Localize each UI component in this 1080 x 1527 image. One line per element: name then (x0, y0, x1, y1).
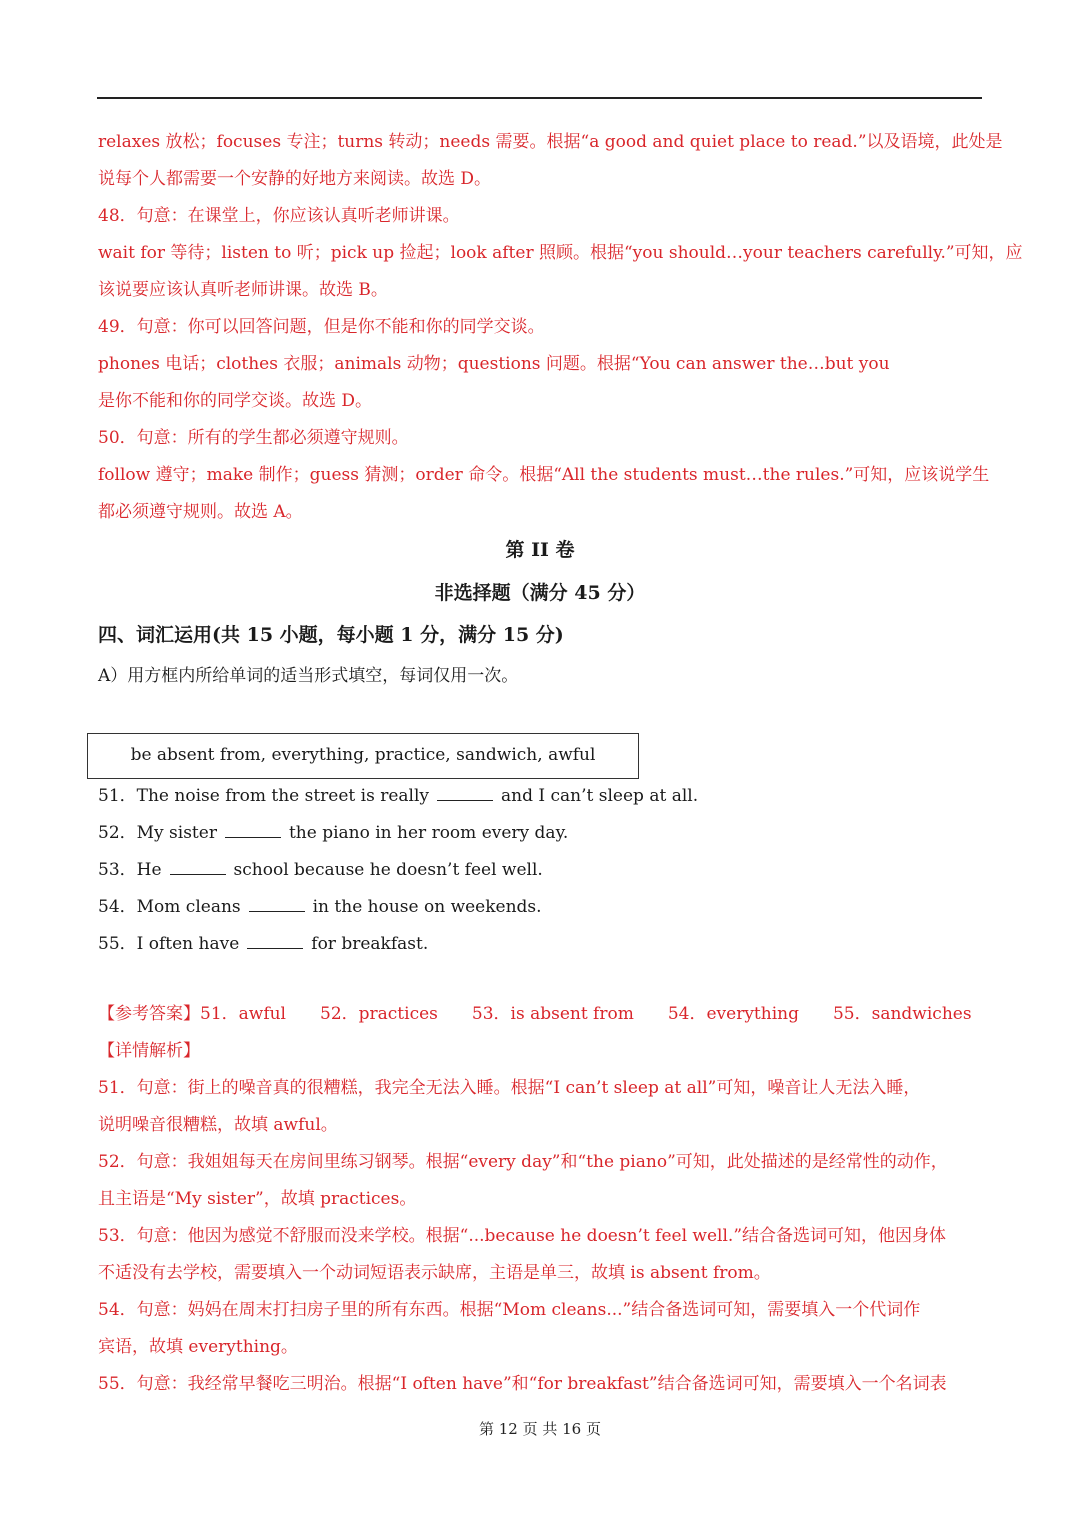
answer-item: 55．sandwiches (832, 1004, 972, 1024)
explanation-line: relaxes 放松；focuses 专注；turns 转动；needs 需要。根据“a good and quiet place to read.”以及语境，此处是 (98, 132, 1003, 152)
analysis-line: 不适没有去学校，需要填入一个动词短语表示缺席，主语是单三，故填 is absent from。 (98, 1263, 771, 1283)
explanation-line: 都必须遵守规则。故选 A。 (98, 502, 303, 522)
analysis-line: 且主语是“My sister”，故填 practices。 (98, 1189, 417, 1209)
explanation-line: 49．句意：你可以回答问题，但是你不能和你的同学交谈。 (98, 317, 545, 337)
part-subtitle: 非选择题（满分 45 分） (434, 582, 646, 604)
header-rule (97, 97, 982, 99)
question-text: the piano in her room every day. (288, 823, 569, 843)
explanation-line: phones 电话；clothes 衣服；animals 动物；questions 问题。根据“You can answer the…but you (98, 354, 890, 374)
answer-item: 52．practices (320, 1004, 438, 1024)
answer-item: 53．is absent from (471, 1004, 634, 1024)
answer-blank (437, 784, 493, 801)
answer-blank (170, 858, 226, 875)
analysis-line: 54．句意：妈妈在周末打扫房子里的所有东西。根据“Mom cleans...”结合备选词可知，需要填入一个代词作 (98, 1300, 921, 1320)
question-text: 52．My sister (98, 823, 217, 843)
question-item (98, 895, 542, 919)
question-text: school because he doesn’t feel well. (233, 860, 543, 880)
page-footer: 第 12 页 共 16 页 (478, 1420, 601, 1438)
analysis-line: 55．句意：我经常早餐吃三明治。根据“I often have”和“for breakfast”结合备选词可知，需要填入一个名词表 (98, 1374, 947, 1394)
part-title: 第 II 卷 (505, 539, 575, 561)
answer-item: 54．everything (667, 1004, 799, 1024)
explanation-line: 是你不能和你的同学交谈。故选 D。 (98, 391, 373, 411)
analysis-line: 说明噪音很糟糕，故填 awful。 (98, 1115, 338, 1135)
explanation-line: 该说要应该认真听老师讲课。故选 B。 (98, 280, 388, 300)
explanation-line: 50．句意：所有的学生都必须遵守规则。 (98, 428, 409, 448)
question-text: 51．The noise from the street is really (98, 786, 430, 806)
question-text: 55．I often have (98, 934, 240, 954)
question-item (98, 932, 428, 956)
question-text: 53．He (98, 860, 162, 880)
question-item (98, 784, 698, 808)
analysis-line: 51．句意：街上的噪音真的很糟糕，我完全无法入睡。根据“I can’t sleep at all”可知，噪音让人无法入睡， (98, 1078, 921, 1098)
question-item (98, 858, 543, 882)
instruction: A）用方框内所给单词的适当形式填空，每词仅用一次。 (98, 666, 519, 686)
analysis-line: 52．句意：我姐姐每天在房间里练习钢琴。根据“every day”和“the piano”可知，此处描述的是经常性的动作， (98, 1152, 948, 1172)
analysis-label: 【详情解析】 (98, 1041, 200, 1061)
answer-key (98, 1002, 982, 1026)
answer-label: 【参考答案】 (98, 1004, 200, 1024)
question-text: 54．Mom cleans (98, 897, 241, 917)
question-item (98, 821, 568, 845)
answer-blank (225, 821, 281, 838)
explanation-line: wait for 等待；listen to 听；pick up 捡起；look after 照顾。根据“you should…your teachers carefully.”可知，应 (98, 243, 1023, 263)
word-box: be absent from, everything, practice, sandwich, awful (87, 733, 639, 779)
question-text: and I can’t sleep at all. (501, 786, 699, 806)
analysis-line: 53．句意：他因为感觉不舒服而没来学校。根据“...because he doesn’t feel well.”结合备选词可知，他因身体 (98, 1226, 947, 1246)
answer-blank (247, 932, 303, 949)
explanation-line: 48．句意：在课堂上，你应该认真听老师讲课。 (98, 206, 460, 226)
analysis-line: 宾语，故填 everything。 (98, 1337, 298, 1357)
explanation-line: follow 遵守；make 制作；guess 猜测；order 命令。根据“All the students must…the rules.”可知，应该说学生 (98, 465, 990, 485)
question-text: for breakfast. (311, 934, 429, 954)
answer-blank (249, 895, 305, 912)
answer-item: 51．awful (200, 1004, 286, 1024)
explanation-line: 说每个人都需要一个安静的好地方来阅读。故选 D。 (98, 169, 492, 189)
section-title: 四、词汇运用(共 15 小题，每小题 1 分，满分 15 分) (98, 624, 564, 646)
question-text: in the house on weekends. (312, 897, 542, 917)
